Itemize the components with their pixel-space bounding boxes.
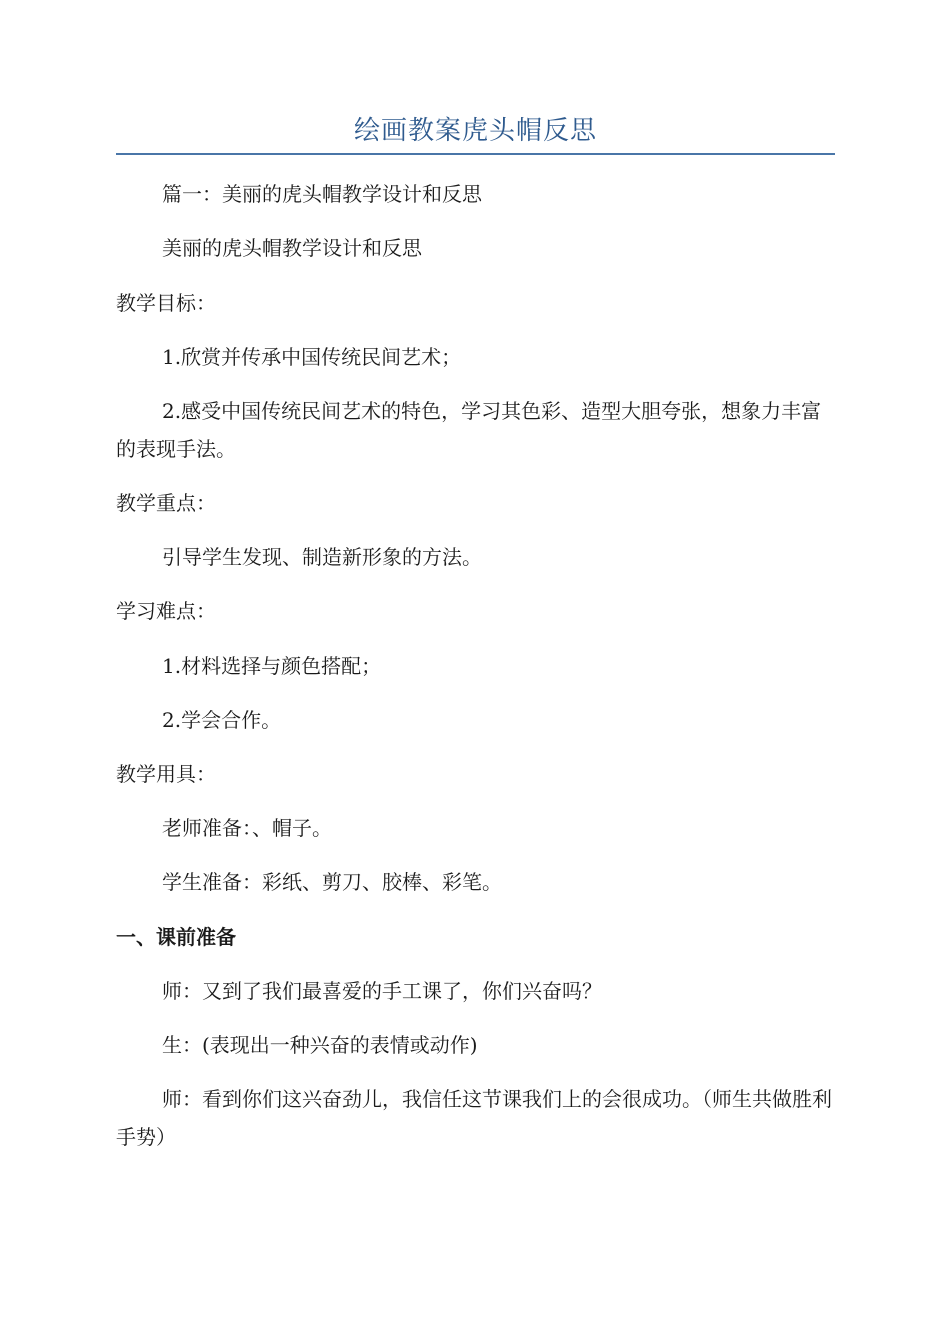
focus-item: 引导学生发现、制造新形象的方法。 — [162, 545, 482, 569]
goal-item-2: 2.感受中国传统民间艺术的特色，学习其色彩、造型大胆夸张，想象力丰富的表现手法。 — [116, 399, 822, 461]
dialogue-teacher-1: 师：又到了我们最喜爱的手工课了，你们兴奋吗？ — [162, 979, 602, 1003]
label-teaching-focus: 教学重点： — [116, 491, 216, 515]
label-learning-difficulties: 学习难点： — [116, 599, 216, 623]
label-teaching-tools: 教学用具： — [116, 762, 216, 786]
paragraph-subtitle: 美丽的虎头帽教学设计和反思 — [162, 236, 422, 260]
difficulty-item-1: 1.材料选择与颜色搭配； — [162, 654, 382, 678]
difficulty-item-2: 2.学会合作。 — [162, 708, 282, 732]
dialogue-student-1: 生：(表现出一种兴奋的表情或动作) — [162, 1033, 478, 1057]
teacher-prep: 老师准备：、帽子。 — [162, 816, 332, 840]
title-underline — [116, 153, 835, 155]
document-title: 绘画教案虎头帽反思 — [353, 116, 597, 146]
section-heading-pre-class: 一、课前准备 — [116, 925, 236, 949]
student-prep: 学生准备：彩纸、剪刀、胶棒、彩笔。 — [162, 870, 502, 894]
label-teaching-goals: 教学目标： — [116, 291, 216, 315]
dialogue-teacher-2: 师：看到你们这兴奋劲儿，我信任这节课我们上的会很成功。（师生共做胜利手势） — [116, 1087, 832, 1149]
goal-item-1: 1.欣赏并传承中国传统民间艺术； — [162, 345, 462, 369]
paragraph-section-title: 篇一：美丽的虎头帽教学设计和反思 — [162, 182, 482, 206]
